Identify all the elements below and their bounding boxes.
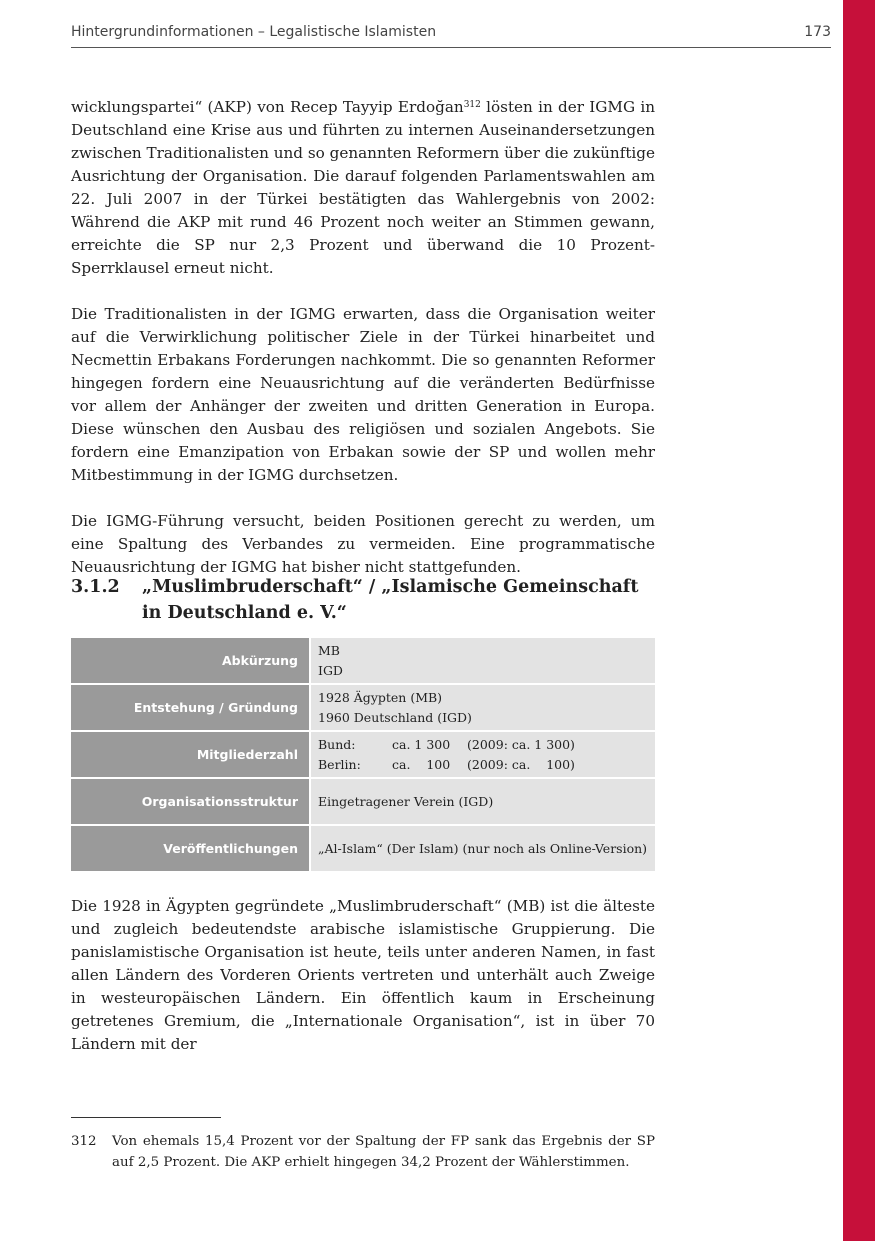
mitglieder-count: ca. 100	[392, 756, 451, 772]
paragraph-3: Die IGMG-Führung versucht, beiden Positionen gerecht zu werden, um eine Spaltung des Verbandes zu vermeiden. Eine programmatische Neuausrichtung der IGMG hat bisher nicht stattgefunden.	[71, 512, 655, 576]
gruendung-line: 1928 Ägypten (MB)	[318, 690, 443, 705]
footnote-divider	[71, 1117, 221, 1118]
section-number: 3.1.2	[71, 577, 120, 597]
mitglieder-previous: (2009: ca. 1 300)	[467, 737, 575, 752]
table-value-veroeffentlichungen: „Al-Islam“ (Der Islam) (nur noch als Online-Version)	[310, 825, 655, 872]
mitglieder-row-bund	[318, 735, 655, 755]
table-row-mitglieder	[71, 731, 655, 778]
mitglieder-place: Berlin:	[318, 756, 361, 772]
table-row-veroeffentlichungen	[71, 825, 655, 872]
running-header-title: Hintergrundinformationen – Legalistische Islamisten	[71, 24, 437, 40]
table-key-struktur: Organisationsstruktur	[71, 778, 310, 825]
mitglieder-place: Bund:	[318, 737, 356, 752]
table-key-gruendung: Entstehung / Gründung	[71, 684, 310, 731]
table-row-struktur	[71, 778, 655, 825]
paragraph-1-text-a: wicklungspartei“ (AKP) von Recep Tayyip Erdoğan	[71, 98, 464, 116]
page-number: 173	[804, 24, 831, 40]
running-header	[71, 24, 831, 48]
paragraph-2: Die Traditionalisten in der IGMG erwarten, dass die Organisation weiter auf die Verwirklichung politischer Ziele in der Türkei hinarbeitet und Necmettin Erbakans Forderungen nachkommt. Die so genannten Reformer hingegen fordern eine Neuausrichtung auf die veränderten Bedürfnisse vor allem der Anhänger der zweiten und dritten Generation in Europa. Diese wünschen den Ausbau des religiösen und sozialen Angebots. Sie fordern eine Emanzipation von Erbakan sowie der SP und wollen mehr Mitbestimmung in der IGMG durchsetzen.	[71, 305, 655, 484]
mitglieder-row-berlin	[318, 755, 655, 775]
table-value-gruendung	[310, 684, 655, 731]
table-row-abkuerzung	[71, 638, 655, 684]
footnote-reference-312[interactable]: 312	[463, 100, 481, 110]
paragraph-1-text-b: lösten in der IGMG in Deutschland eine Krise aus und führten zu internen Auseinandersetzungen zwischen Traditionalisten und so genannten Reformern über die zukünftige Ausrichtung der Organisation. Die darauf folgenden Parlamentswahlen am 22. Juli 2007 in der Türkei bestätigten das Wahlergebnis von 2002: Während die AKP mit rund 46 Prozent noch weiter an Stimmen gewann, erreichte die SP nur 2,3 Prozent und überwand die 10 Prozent-Sperrklausel erneut nicht.	[71, 98, 655, 277]
gruendung-line: 1960 Deutschland (IGD)	[318, 709, 472, 725]
body-text-top	[71, 96, 655, 602]
table-key-mitglieder: Mitgliederzahl	[71, 731, 310, 778]
paragraph-4: Die 1928 in Ägypten gegründete „Muslimbruderschaft“ (MB) ist die älteste und zugleich bedeutendste arabische islamistische Gruppierung. Die panislamistische Organisation ist heute, teils unter anderen Namen, in fast allen Ländern des Vorderen Orients vertreten und unterhält auch Zweige in westeuropäischen Ländern. Ein öffentlich kaum in Erscheinung getretenes Gremium, die „Internationale Organisation“, ist in über 70 Ländern mit der	[71, 897, 655, 1053]
page-edge-color-bar	[843, 0, 875, 1241]
paragraph-1	[71, 96, 655, 280]
footnote-312	[71, 1131, 655, 1173]
footnote-number: 312	[71, 1134, 97, 1149]
footnote-text: Von ehemals 15,4 Prozent vor der Spaltung der FP sank das Ergebnis der SP auf 2,5 Prozent. Die AKP erhielt hingegen 34,2 Prozent der Wählerstimmen.	[112, 1134, 655, 1170]
table-key-abkuerzung: Abkürzung	[71, 638, 310, 684]
mitglieder-previous: (2009: ca. 100)	[467, 756, 575, 772]
table-value-struktur: Eingetragener Verein (IGD)	[310, 778, 655, 825]
table-key-veroeffentlichungen: Veröffentlichungen	[71, 825, 310, 872]
organisation-info-table	[71, 638, 655, 873]
table-row-gruendung	[71, 684, 655, 731]
section-heading	[71, 574, 655, 626]
mitglieder-count: ca. 1 300	[392, 737, 451, 752]
section-title: „Muslimbruderschaft“ / „Islamische Gemeinschaft in Deutschland e. V.“	[142, 577, 639, 623]
table-value-abkuerzung	[310, 638, 655, 684]
abkuerzung-line: IGD	[318, 662, 343, 678]
abkuerzung-line: MB	[318, 643, 340, 658]
body-text-bottom	[71, 895, 655, 1079]
table-value-mitglieder	[310, 731, 655, 778]
